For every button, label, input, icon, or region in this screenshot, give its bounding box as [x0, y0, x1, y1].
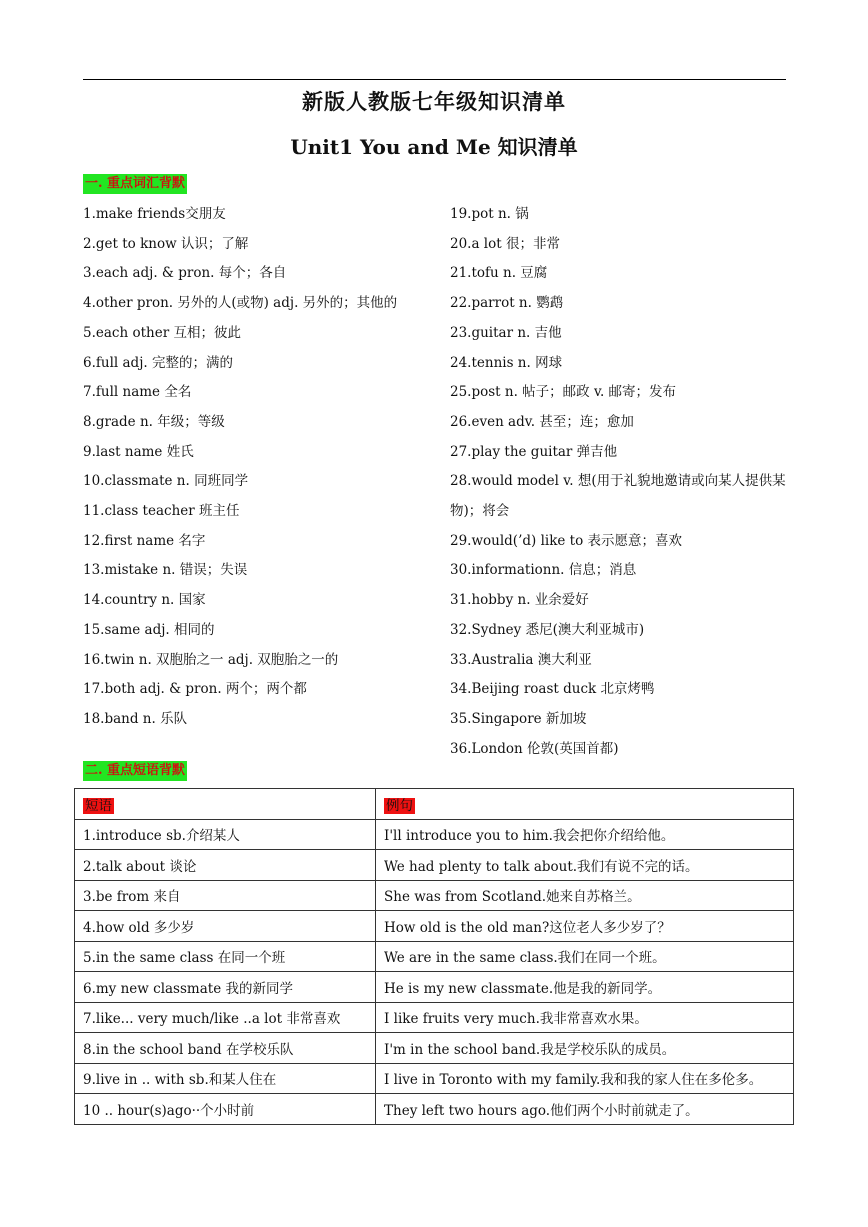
- vocab-item: 30.informationn. 信息；消息: [450, 562, 637, 579]
- table-row: [75, 850, 794, 881]
- vocab-item: 33.Australia 澳大利亚: [450, 651, 592, 668]
- phrase-cell: 4.how old 多少岁: [75, 911, 376, 942]
- vocab-item: 20.a lot 很；非常: [450, 235, 560, 252]
- top-rule: [83, 79, 786, 80]
- unit-title: Unit1 You and Me 知识清单: [290, 135, 578, 159]
- table-row: [75, 1002, 794, 1033]
- vocab-item: 28.would model v. 想(用于礼貌地邀请或向某人提供某物)；将会: [450, 473, 786, 520]
- phrase-cell: 6.my new classmate 我的新同学: [75, 972, 376, 1003]
- vocab-item: 32.Sydney 悉尼(澳大利亚城市): [450, 621, 645, 638]
- vocab-item: 25.post n. 帖子；邮政 v. 邮寄；发布: [450, 384, 677, 401]
- header-label-phrase: 短语: [85, 797, 112, 814]
- vocab-item: 35.Singapore 新加坡: [450, 710, 587, 727]
- vocab-item: 10.classmate n. 同班同学: [83, 473, 249, 490]
- vocab-item: 17.both adj. & pron. 两个；两个都: [83, 681, 307, 698]
- document-title: 新版人教版七年级知识清单: [302, 89, 566, 114]
- example-cell: She was from Scotland.她来自苏格兰。: [376, 880, 794, 911]
- vocab-list-left: [83, 200, 428, 735]
- vocab-item: 13.mistake n. 错误；失误: [83, 562, 248, 579]
- vocab-item: 31.hobby n. 业余爱好: [450, 592, 589, 609]
- phrase-section-label: 二. 重点短语背默: [83, 761, 187, 781]
- phrase-cell: 10 .. hour(s)ago··个小时前: [75, 1094, 376, 1125]
- vocab-item: 29.would(’d) like to 表示愿意；喜欢: [450, 532, 683, 549]
- table-row: [75, 1033, 794, 1064]
- phrase-cell: 1.introduce sb.介绍某人: [75, 819, 376, 850]
- phrase-cell: 3.be from 来自: [75, 880, 376, 911]
- vocab-item: 23.guitar n. 吉他: [450, 324, 562, 341]
- vocab-item: 34.Beijing roast duck 北京烤鸭: [450, 681, 655, 698]
- header-label-example: 例句: [386, 797, 413, 814]
- phrase-cell: 9.live in .. with sb.和某人住在: [75, 1063, 376, 1094]
- table-row: [75, 1063, 794, 1094]
- vocab-item: 21.tofu n. 豆腐: [450, 265, 548, 282]
- vocab-list-right: [450, 200, 795, 764]
- example-cell: How old is the old man?这位老人多少岁了？: [376, 911, 794, 942]
- table-row: [75, 1094, 794, 1125]
- vocab-item: 26.even adv. 甚至；连；愈加: [450, 413, 634, 430]
- phrase-cell: 2.talk about 谈论: [75, 850, 376, 881]
- vocab-item: 7.full name 全名: [83, 384, 192, 401]
- example-cell: I live in Toronto with my family.我和我的家人住在多伦多。: [376, 1063, 794, 1094]
- vocab-item: 4.other pron. 另外的人(或物) adj. 另外的；其他的: [83, 295, 398, 312]
- vocab-item: 1.make friends交朋友: [83, 206, 226, 222]
- vocab-item: 19.pot n. 锅: [450, 206, 529, 222]
- table-row: [75, 880, 794, 911]
- vocab-item: 27.play the guitar 弹吉他: [450, 443, 618, 460]
- example-cell: I like fruits very much.我非常喜欢水果。: [376, 1002, 794, 1033]
- vocab-item: 12.first name 名字: [83, 532, 206, 549]
- example-cell: I'll introduce you to him.我会把你介绍给他。: [376, 819, 794, 850]
- vocab-item: 16.twin n. 双胞胎之一 adj. 双胞胎之一的: [83, 651, 339, 668]
- vocab-item: 3.each adj. & pron. 每个；各自: [83, 265, 287, 282]
- phrase-table: [74, 788, 794, 1125]
- vocab-item: 18.band n. 乐队: [83, 710, 188, 727]
- table-row: [75, 819, 794, 850]
- vocab-item: 14.country n. 国家: [83, 592, 206, 609]
- vocab-item: 24.tennis n. 网球: [450, 354, 563, 371]
- header-cell: [376, 789, 794, 820]
- header-cell: [75, 789, 376, 820]
- table-row: [75, 972, 794, 1003]
- example-cell: We are in the same class.我们在同一个班。: [376, 941, 794, 972]
- example-cell: I'm in the school band.我是学校乐队的成员。: [376, 1033, 794, 1064]
- vocab-item: 8.grade n. 年级；等级: [83, 413, 225, 430]
- phrase-cell: 5.in the same class 在同一个班: [75, 941, 376, 972]
- vocab-item: 36.London 伦敦(英国首都): [450, 740, 619, 757]
- phrase-cell: 8.in the school band 在学校乐队: [75, 1033, 376, 1064]
- vocab-item: 22.parrot n. 鹦鹉: [450, 295, 564, 312]
- table-row: [75, 941, 794, 972]
- example-cell: They left two hours ago.他们两个小时前就走了。: [376, 1094, 794, 1125]
- vocab-item: 9.last name 姓氏: [83, 443, 194, 460]
- vocab-item: 6.full adj. 完整的；满的: [83, 354, 233, 371]
- example-cell: He is my new classmate.他是我的新同学。: [376, 972, 794, 1003]
- vocab-item: 11.class teacher 班主任: [83, 503, 240, 520]
- vocab-item: 5.each other 互相；彼此: [83, 324, 241, 341]
- vocab-item: 2.get to know 认识；了解: [83, 235, 249, 252]
- vocab-item: 15.same adj. 相同的: [83, 621, 215, 638]
- phrase-cell: 7.like... very much/like ..a lot 非常喜欢: [75, 1002, 376, 1033]
- vocab-section-label: 一. 重点词汇背默: [83, 174, 187, 194]
- example-cell: We had plenty to talk about.我们有说不完的话。: [376, 850, 794, 881]
- table-header-row: [75, 789, 794, 820]
- table-row: [75, 911, 794, 942]
